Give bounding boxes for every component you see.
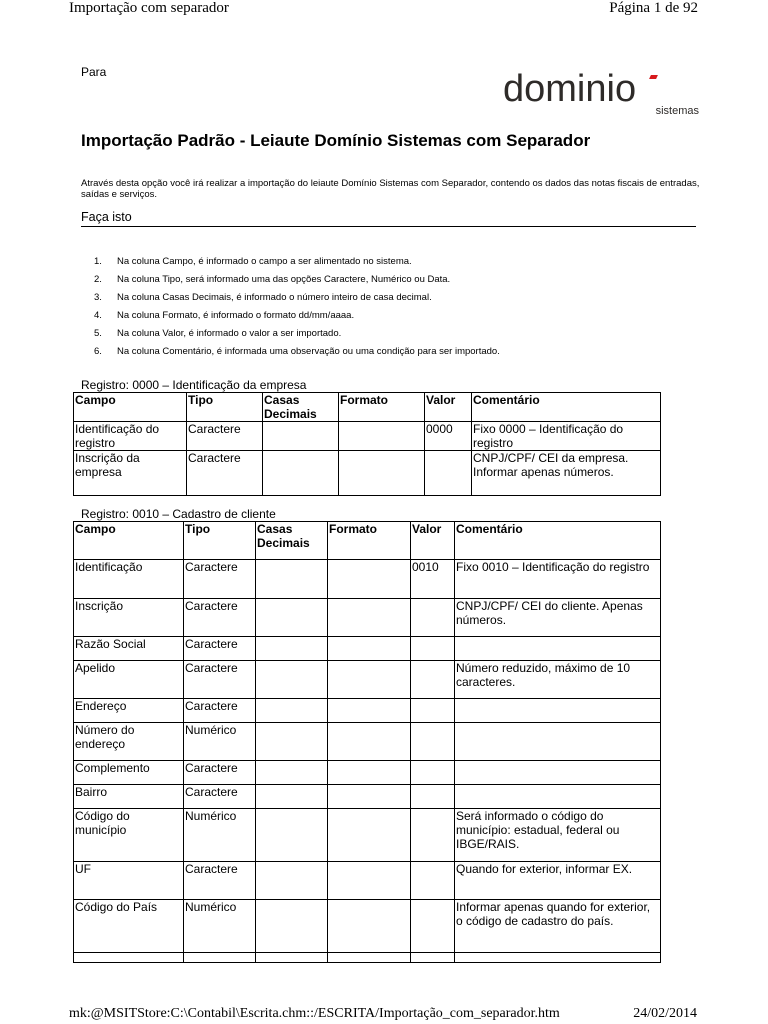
logo-subtitle: sistemas bbox=[655, 105, 699, 117]
list-item: 6. Na coluna Comentário, é informada uma observação ou uma condição para ser importado. bbox=[94, 346, 500, 357]
table-row: Bairro Caractere bbox=[74, 785, 661, 809]
para-label: Para bbox=[81, 65, 107, 79]
table-row: Apelido Caractere Número reduzido, máximo de 10 caracteres. bbox=[74, 661, 661, 699]
steps-list bbox=[81, 256, 500, 364]
list-item: 2. Na coluna Tipo, será informado uma das opções Caractere, Numérico ou Data. bbox=[94, 274, 451, 285]
section-divider bbox=[81, 226, 696, 227]
logo-word: dominio bbox=[503, 68, 637, 110]
table-row: UF Caractere Quando for exterior, informar EX. bbox=[74, 862, 661, 900]
table-row: Inscrição da empresa Caractere CNPJ/CPF/ CEI da empresa. Informar apenas números. bbox=[74, 451, 661, 496]
document-title: Importação Padrão - Leiaute Domínio Sistemas com Separador bbox=[81, 131, 591, 150]
list-item: 3. Na coluna Casas Decimais, é informado o número inteiro de casa decimal. bbox=[94, 292, 432, 303]
table-row: Código do País Numérico Informar apenas quando for exterior, o código de cadastro do país. bbox=[74, 900, 661, 953]
logo-accent bbox=[649, 75, 658, 79]
table-caption-0010: Registro: 0010 – Cadastro de cliente bbox=[81, 507, 276, 521]
table-registro-0010 bbox=[73, 521, 661, 963]
table-row: Endereço Caractere bbox=[74, 699, 661, 723]
table-row bbox=[74, 953, 661, 963]
list-item: 4. Na coluna Formato, é informado o formato dd/mm/aaaa. bbox=[94, 310, 355, 321]
table-row: Código do município Numérico Será informado o código do município: estadual, federal ou IBGE/RAIS. bbox=[74, 809, 661, 862]
table-row: Complemento Caractere bbox=[74, 761, 661, 785]
table-row: Inscrição Caractere CNPJ/CPF/ CEI do cliente. Apenas números. bbox=[74, 599, 661, 637]
table-row: Identificação do registro Caractere 0000 Fixo 0000 – Identificação do registro bbox=[74, 422, 661, 451]
list-item: 1. Na coluna Campo, é informado o campo a ser alimentado no sistema. bbox=[94, 256, 412, 267]
section-heading-faca-isto: Faça isto bbox=[81, 210, 132, 224]
table-row: Razão Social Caractere bbox=[74, 637, 661, 661]
table-registro-0000 bbox=[73, 392, 661, 496]
table-row: Identificação Caractere 0010 Fixo 0010 – Identificação do registro bbox=[74, 560, 661, 599]
list-item: 5. Na coluna Valor, é informado o valor a ser importado. bbox=[94, 328, 342, 339]
intro-paragraph: Através desta opção você irá realizar a importação do leiaute Domínio Sistemas com Separador, contendo os dados das notas fiscais de entradas, saídas e serviços. bbox=[81, 178, 700, 200]
page-number: Página 1 de 92 bbox=[609, 0, 698, 16]
footer-source-path: mk:@MSITStore:C:\Contabil\Escrita.chm::/ESCRITA/Importação_com_separador.htm bbox=[69, 1006, 560, 1021]
table-row: Número do endereço Numérico bbox=[74, 723, 661, 761]
dominio-logo bbox=[503, 68, 703, 120]
page-header-title: Importação com separador bbox=[69, 0, 229, 16]
footer-date: 24/02/2014 bbox=[633, 1006, 697, 1021]
table-header-row: Campo Tipo Casas Decimais Formato Valor Comentário bbox=[74, 522, 661, 560]
table-caption-0000: Registro: 0000 – Identificação da empresa bbox=[81, 378, 307, 392]
table-header-row: Campo Tipo Casas Decimais Formato Valor Comentário bbox=[74, 393, 661, 422]
